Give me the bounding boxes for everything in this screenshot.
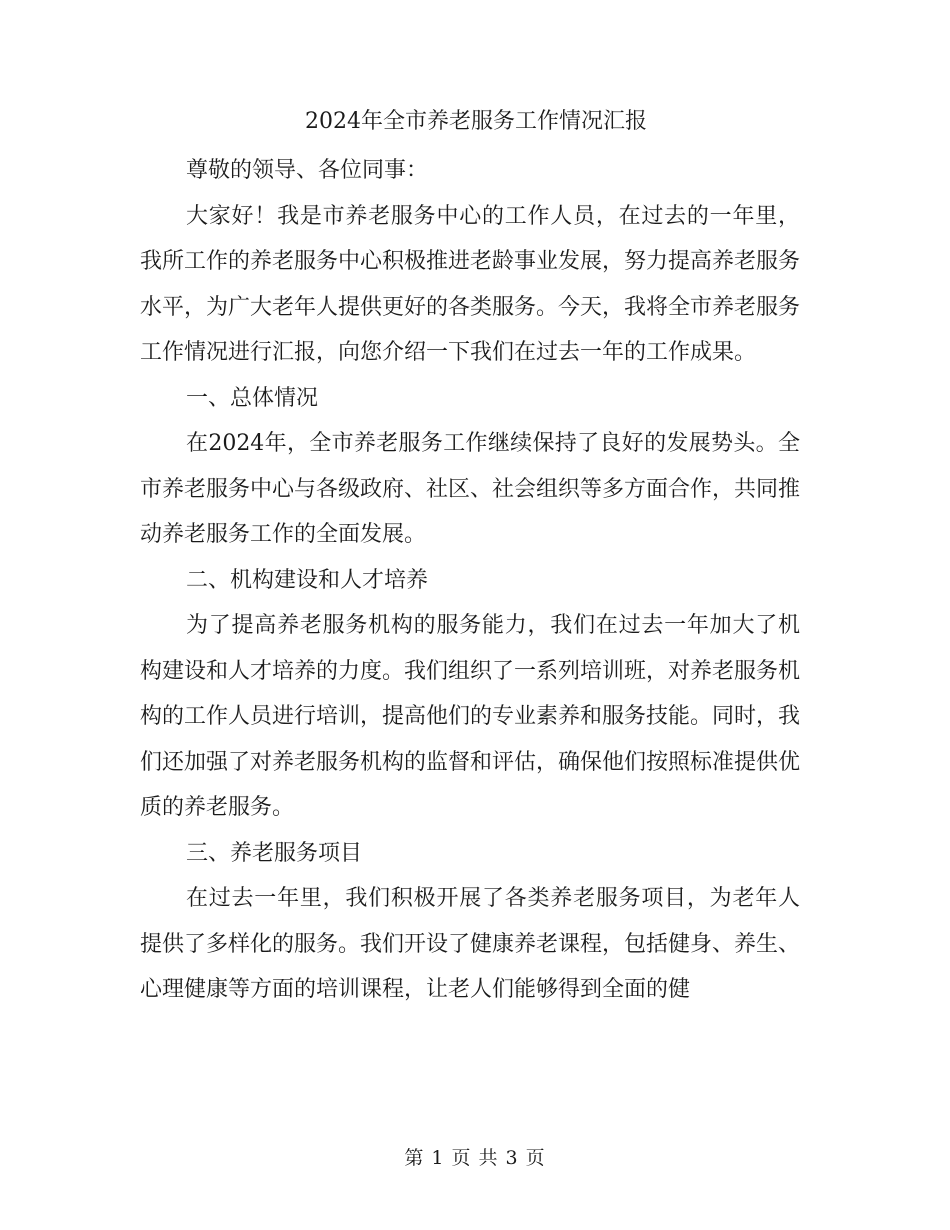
section-heading-overview: 一、总体情况 <box>186 385 319 411</box>
section-body-projects: 在过去一年里，我们积极开展了各类养老服务项目，为老年人提供了多样化的服务。我们开设了健康养老课程，包括健身、养生、心理健康等方面的培训课程，让老人们能够得到全面的健 <box>140 886 801 1002</box>
document-title: 2024年全市养老服务工作情况汇报 <box>305 109 647 134</box>
document-body <box>140 98 800 1013</box>
section-body-overview: 在2024年，全市养老服务工作继续保持了良好的发展势头。全市养老服务中心与各级政府、社区、社会组织等多方面合作，共同推动养老服务工作的全面发展。 <box>140 431 801 547</box>
intro-paragraph: 大家好！我是市养老服务中心的工作人员，在过去的一年里，我所工作的养老服务中心积极推进老龄事业发展，努力提高养老服务水平，为广大老年人提供更好的各类服务。今天，我将全市养老服务工作情况进行汇报，向您介绍一下我们在过去一年的工作成果。 <box>140 203 801 365</box>
page-number-footer: 第 1 页 共 3 页 <box>404 1147 546 1169</box>
section-heading-institutions: 二、机构建设和人才培养 <box>186 567 429 593</box>
greeting: 尊敬的领导、各位同事： <box>186 158 429 183</box>
section-body-institutions: 为了提高养老服务机构的服务能力，我们在过去一年加大了机构建设和人才培养的力度。我们组织了一系列培训班，对养老服务机构的工作人员进行培训，提高他们的专业素养和服务技能。同时，我们还加强了对养老服务机构的监督和评估，确保他们按照标准提供优质的养老服务。 <box>140 613 801 820</box>
section-heading-projects: 三、养老服务项目 <box>186 840 363 866</box>
